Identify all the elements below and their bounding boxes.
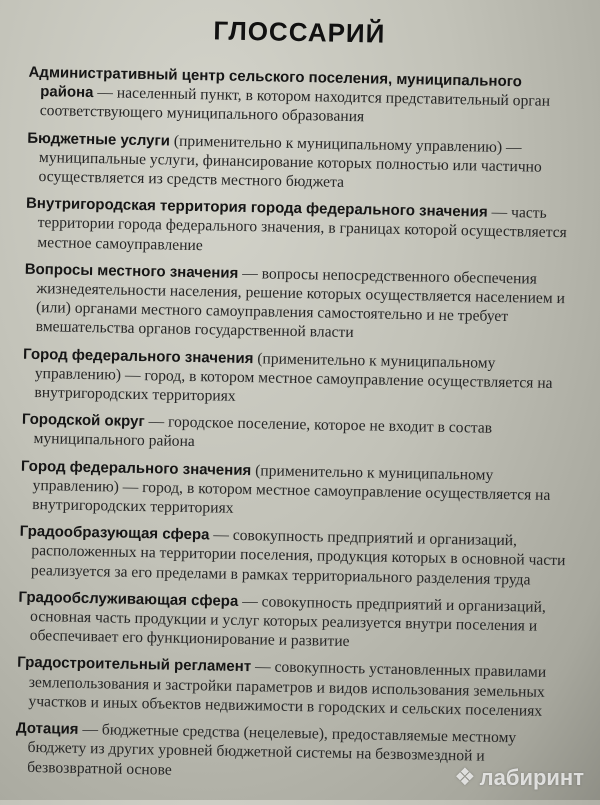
glossary-term: Градообразующая сфера — [19, 522, 210, 544]
glossary-definition: (применительно к муниципальному управлению) — город, в котором местное самоуправление осуществляется на внутригородских территориях — [34, 349, 553, 405]
glossary-term: Градостроительный регламент — [17, 654, 252, 676]
glossary-definition: — городское поселение, которое не входит в состав муниципального района — [33, 413, 493, 451]
glossary-entry — [28, 63, 577, 131]
watermark-text: лабиринт — [479, 764, 584, 790]
book-page — [7, 0, 578, 805]
glossary-entry — [18, 588, 567, 656]
glossary-entry — [22, 344, 571, 412]
glossary-entry — [26, 128, 575, 196]
glossary-term: Внутригородская территория города федерального значения — [25, 194, 488, 221]
glossary-entry — [20, 456, 569, 524]
watermark — [454, 763, 584, 792]
labyrinth-logo-icon: ❖ — [454, 764, 476, 791]
glossary-definition: — часть территории города федерального значения, в границах которой осуществляется местное самоуправление — [37, 203, 567, 254]
glossary-term: Бюджетные услуги — [27, 129, 171, 150]
glossary-definition: (применительно к муниципальному управлению) — город, в котором местное самоуправление осуществляется на внутригородских территориях — [32, 461, 551, 517]
glossary-term: Административный центр сельского поселения, муниципального района — [28, 63, 523, 102]
glossary-list — [7, 63, 577, 787]
glossary-entry — [25, 194, 574, 262]
glossary-definition: — совокупность предприятий и организаций, основная часть продукции и услуг которых реализуется внутри поселения и обеспечивает его функционирование и развитие — [29, 592, 547, 651]
glossary-term: Градообслуживающая сфера — [18, 588, 239, 610]
glossary-entry — [16, 653, 565, 721]
glossary-definition: (применительно к муниципальному управлению) — муниципальные услуги, финансирование которых полностью или частично осуществляется из средств местного бюджета — [38, 132, 542, 191]
glossary-entry — [19, 522, 568, 590]
page-title: ГЛОССАРИЙ — [213, 15, 386, 49]
glossary-definition: — совокупность установленных правилами землепользования и застройки параметров и видов использования земельных участков и иных объектов недвижимости в городских и сельских поселениях — [28, 658, 547, 720]
glossary-entry — [23, 260, 572, 347]
glossary-definition: — населенный пункт, в котором находится представительный орган соответствующего муниципального образования — [39, 84, 551, 126]
glossary-definition: — совокупность предприятий и организаций, расположенных на территории поселения, продукция которых в основной части реализуется за его пределами в рамках территориального разделения труда — [30, 526, 566, 589]
glossary-term: Городской округ — [21, 410, 145, 431]
glossary-term: Город федерального значения — [22, 345, 254, 367]
glossary-definition: — бюджетные средства (нецелевые), предоставляемые местному бюджету из других уровней бюджетной системы на безвозмездной и безвозвратной основе — [27, 720, 517, 779]
glossary-term: Дотация — [15, 719, 79, 738]
glossary-definition: — вопросы непосредственного обеспечения жизнедеятельности населения, решение которых осуществляется населением и (или) органами местного самоуправления самостоятельно и не требует вмешательства органов государственной власти — [35, 264, 566, 342]
glossary-term: Город федерального значения — [20, 457, 252, 479]
glossary-term: Вопросы местного значения — [24, 260, 239, 282]
glossary-entry — [21, 410, 570, 459]
